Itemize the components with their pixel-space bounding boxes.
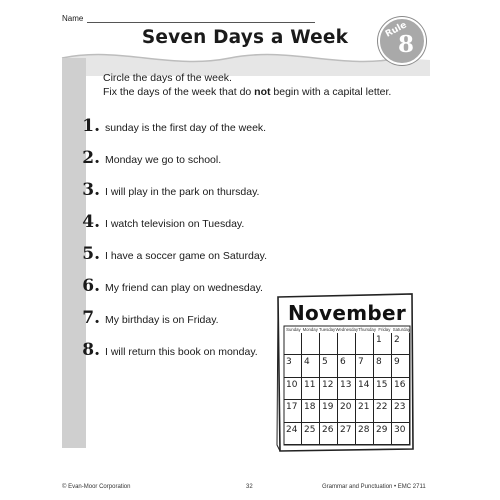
exercise-item bbox=[70, 148, 221, 168]
calendar-date-cell: 26 bbox=[320, 423, 338, 445]
directions-emphasis: not bbox=[254, 86, 271, 98]
rule-badge bbox=[378, 17, 426, 65]
calendar-date-cell: 20 bbox=[338, 400, 356, 422]
exercise-item bbox=[70, 116, 266, 136]
item-number: 5. bbox=[82, 244, 100, 264]
footer-page-number: 32 bbox=[246, 484, 253, 490]
calendar-date-cell: 6 bbox=[338, 355, 356, 377]
item-sentence[interactable]: My birthday is on Friday. bbox=[105, 314, 219, 326]
calendar-date-cell: 13 bbox=[338, 378, 356, 400]
rule-number: 8 bbox=[398, 31, 415, 58]
item-sentence[interactable]: I watch television on Tuesday. bbox=[105, 218, 245, 230]
calendar-date-cell: 12 bbox=[320, 378, 338, 400]
item-number: 1. bbox=[82, 116, 100, 136]
calendar-date-cell: 4 bbox=[302, 355, 320, 377]
directions-text: Fix the days of the week that do bbox=[103, 86, 255, 98]
calendar-date-cell bbox=[356, 333, 374, 355]
calendar-date-cell: 25 bbox=[302, 423, 320, 445]
calendar-weekday-row bbox=[285, 327, 410, 332]
calendar-date-cell: 9 bbox=[392, 355, 410, 377]
calendar-date-cell: 22 bbox=[374, 400, 392, 422]
calendar-date-cell: 7 bbox=[356, 355, 374, 377]
item-sentence[interactable]: I have a soccer game on Saturday. bbox=[105, 250, 268, 262]
calendar-month: November bbox=[287, 301, 407, 325]
calendar-weekday: Saturday bbox=[392, 327, 410, 332]
item-number: 2. bbox=[82, 148, 100, 168]
calendar-weekday: Friday bbox=[378, 327, 391, 332]
calendar-date-cell bbox=[284, 333, 302, 355]
calendar-weekday: Sunday bbox=[286, 327, 301, 332]
exercise-item bbox=[70, 180, 259, 200]
calendar-date-grid bbox=[284, 333, 410, 445]
calendar-date-cell bbox=[338, 333, 356, 355]
calendar-date-cell: 29 bbox=[374, 423, 392, 445]
exercise-item bbox=[70, 308, 219, 328]
calendar-date-cell: 18 bbox=[302, 400, 320, 422]
item-sentence[interactable]: I will play in the park on thursday. bbox=[105, 186, 260, 198]
calendar-date-cell: 30 bbox=[392, 423, 410, 445]
calendar-date-cell bbox=[320, 333, 338, 355]
calendar-date-cell: 23 bbox=[392, 400, 410, 422]
calendar-date-cell: 15 bbox=[374, 378, 392, 400]
item-sentence[interactable]: My friend can play on wednesday. bbox=[105, 282, 263, 294]
rule-word: Rule bbox=[383, 20, 409, 40]
item-sentence[interactable]: sunday is the first day of the week. bbox=[105, 122, 267, 134]
exercise-item bbox=[70, 340, 258, 360]
calendar-date-cell: 1 bbox=[374, 333, 392, 355]
calendar-weekday: Thursday bbox=[358, 327, 376, 332]
calendar-date-cell: 24 bbox=[284, 423, 302, 445]
item-number: 6. bbox=[82, 276, 100, 296]
item-number: 7. bbox=[82, 308, 100, 328]
item-sentence[interactable]: I will return this book on monday. bbox=[105, 346, 258, 358]
page-title: Seven Days a Week bbox=[141, 27, 349, 48]
calendar-date-cell: 16 bbox=[392, 378, 410, 400]
calendar-date-cell: 5 bbox=[320, 355, 338, 377]
calendar-date-cell: 10 bbox=[284, 378, 302, 400]
footer-copyright: © Evan-Moor Corporation bbox=[62, 484, 131, 490]
directions-line-1: Circle the days of the week. bbox=[103, 72, 232, 84]
calendar-date-cell: 14 bbox=[356, 378, 374, 400]
calendar-date-cell: 17 bbox=[284, 400, 302, 422]
calendar-weekday: Monday bbox=[302, 327, 318, 332]
calendar-date-cell: 2 bbox=[392, 333, 410, 355]
footer-book-title: Grammar and Punctuation • EMC 2711 bbox=[322, 484, 426, 490]
calendar-weekday: Wednesday bbox=[335, 327, 359, 332]
calendar-date-cell: 21 bbox=[356, 400, 374, 422]
exercise-item bbox=[70, 244, 267, 264]
calendar-date-cell bbox=[302, 333, 320, 355]
exercise-item bbox=[70, 212, 244, 232]
exercise-item bbox=[70, 276, 263, 296]
name-label: Name bbox=[62, 14, 84, 23]
calendar-date-cell: 27 bbox=[338, 423, 356, 445]
calendar-date-cell: 19 bbox=[320, 400, 338, 422]
calendar-date-cell: 3 bbox=[284, 355, 302, 377]
calendar-illustration bbox=[276, 293, 414, 453]
calendar-date-cell: 11 bbox=[302, 378, 320, 400]
calendar-date-cell: 8 bbox=[374, 355, 392, 377]
directions-text: begin with a capital letter. bbox=[270, 86, 392, 98]
calendar-weekday: Tuesday bbox=[318, 327, 336, 332]
item-sentence[interactable]: Monday we go to school. bbox=[105, 154, 222, 166]
item-number: 3. bbox=[82, 180, 100, 200]
item-number: 4. bbox=[82, 212, 100, 232]
calendar-date-cell: 28 bbox=[356, 423, 374, 445]
item-number: 8. bbox=[82, 340, 100, 360]
